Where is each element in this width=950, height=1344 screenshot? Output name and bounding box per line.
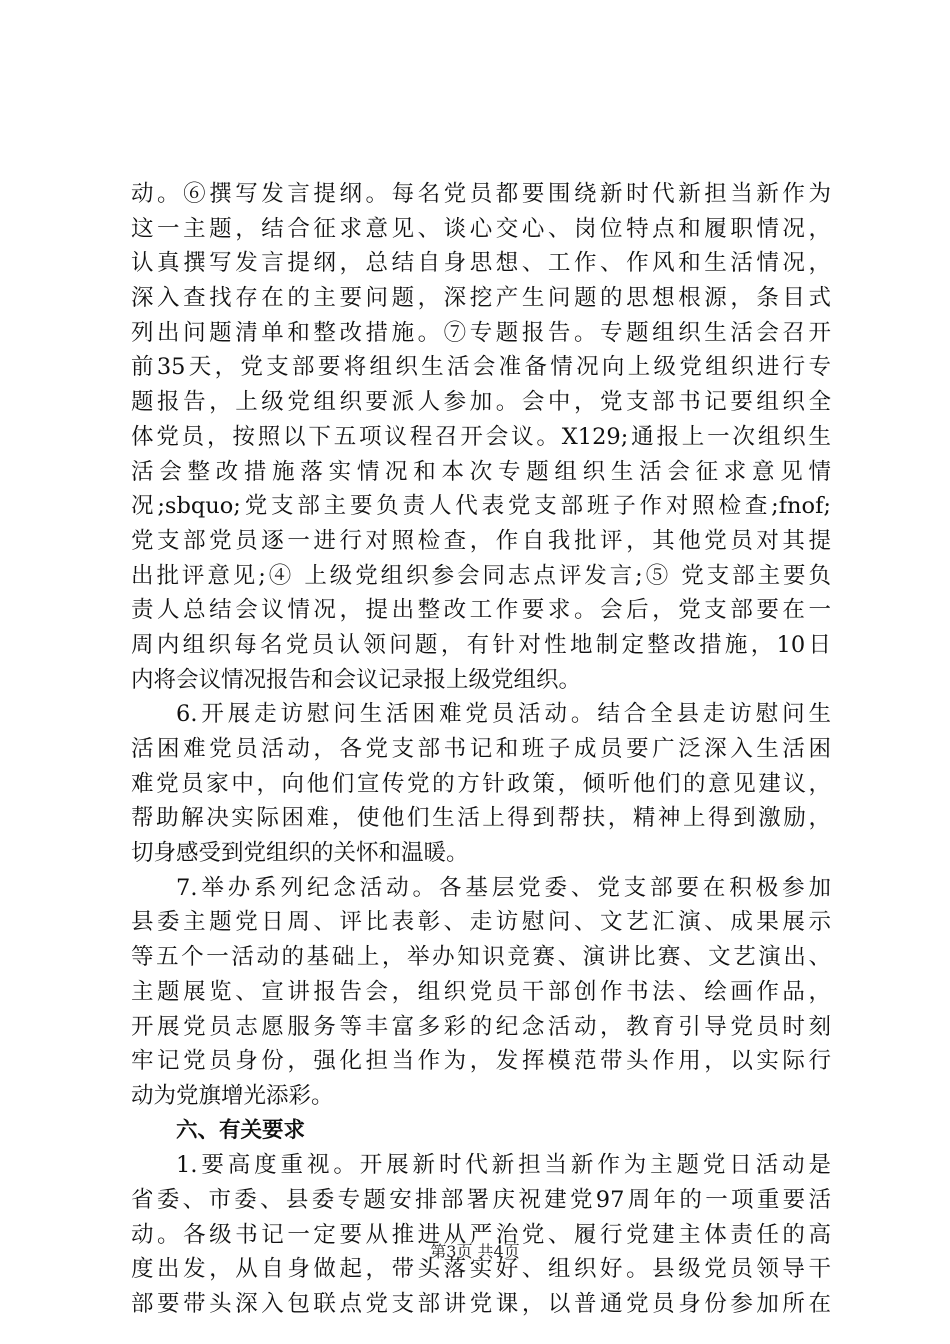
text-line: 活会整改措施落实情况和本次专题组织生活会征求意见情 [131, 458, 831, 485]
text-line: 周内组织每名党员认领问题，有针对性地制定整改措施，10日 [131, 631, 831, 658]
text-line: 体党员，按照以下五项议程召开会议。X129;通报上一次组织生 [131, 423, 831, 450]
text-line: 动为党旗增光添彩。 [131, 1082, 334, 1109]
paragraph-6-first-line: 6.开展走访慰问生活困难党员活动。结合全县走访慰问生 [176, 701, 831, 728]
document-body [131, 177, 831, 1322]
page-number-footer: 第3页 共4页 [430, 1242, 520, 1261]
requirement-1-first-line: 1.要高度重视。开展新时代新担当新作为主题党日活动是 [176, 1152, 831, 1179]
paragraph-7-first-line: 7.举办系列纪念活动。各基层党委、党支部要在积极参加 [176, 874, 831, 901]
text-line: 内将会议情况报告和会议记录报上级党组织。 [131, 666, 582, 693]
text-line: 况;sbquo;党支部主要负责人代表党支部班子作对照检查;fnof; [131, 493, 831, 520]
section-heading: 六、有关要求 [176, 1117, 306, 1143]
text-line: 活困难党员活动，各党支部书记和班子成员要广泛深入生活困 [131, 736, 831, 762]
text-line: 度出发，从自身做起，带头落实好、组织好。县级党员领导干 [131, 1256, 831, 1283]
text-line: 责人总结会议情况，提出整改工作要求。会后，党支部要在一 [131, 597, 831, 624]
text-line: 列出问题清单和整改措施。⑦专题报告。专题组织生活会召开 [131, 319, 831, 346]
text-line: 主题展览、宣讲报告会，组织党员干部创作书法、绘画作品， [131, 978, 831, 1005]
text-line: 牢记党员身份，强化担当作为，发挥模范带头作用，以实际行 [131, 1048, 831, 1075]
text-line: 县委主题党日周、评比表彰、走访慰问、文艺汇演、成果展示 [131, 909, 831, 936]
text-line: 出批评意见;④ 上级党组织参会同志点评发言;⑤ 党支部主要负 [131, 562, 831, 589]
text-line: 党支部党员逐一进行对照检查，作自我批评，其他党员对其提 [131, 527, 831, 554]
text-line: 部要带头深入包联点党支部讲党课，以普通党员身份参加所在 [131, 1291, 831, 1317]
text-line: 题报告，上级党组织要派人参加。会中，党支部书记要组织全 [131, 389, 831, 416]
text-line: 省委、市委、县委专题安排部署庆祝建党97周年的一项重要活 [131, 1186, 831, 1213]
text-line: 动。⑥撰写发言提纲。每名党员都要围绕新时代新担当新作为 [131, 181, 831, 207]
text-line: 认真撰写发言提纲，总结自身思想、工作、作风和生活情况， [131, 250, 831, 277]
text-line: 深入查找存在的主要问题，深挖产生问题的思想根源，条目式 [131, 285, 831, 312]
text-line: 等五个一活动的基础上，举办知识竞赛、演讲比赛、文艺演出、 [131, 944, 831, 971]
text-line: 开展党员志愿服务等丰富多彩的纪念活动，教育引导党员时刻 [131, 1013, 831, 1040]
text-line: 难党员家中，向他们宣传党的方针政策，倾听他们的意见建议， [131, 770, 831, 797]
text-line: 前35天，党支部要将组织生活会准备情况向上级党组织进行专 [131, 354, 831, 381]
text-line: 动。各级书记一定要从推进从严治党、履行党建主体责任的高 [131, 1221, 831, 1248]
text-line: 这一主题，结合征求意见、谈心交心、岗位特点和履职情况， [131, 215, 831, 242]
text-line: 切身感受到党组织的关怀和温暖。 [131, 840, 469, 867]
text-line: 帮助解决实际困难，使他们生活上得到帮扶，精神上得到激励， [131, 805, 831, 832]
